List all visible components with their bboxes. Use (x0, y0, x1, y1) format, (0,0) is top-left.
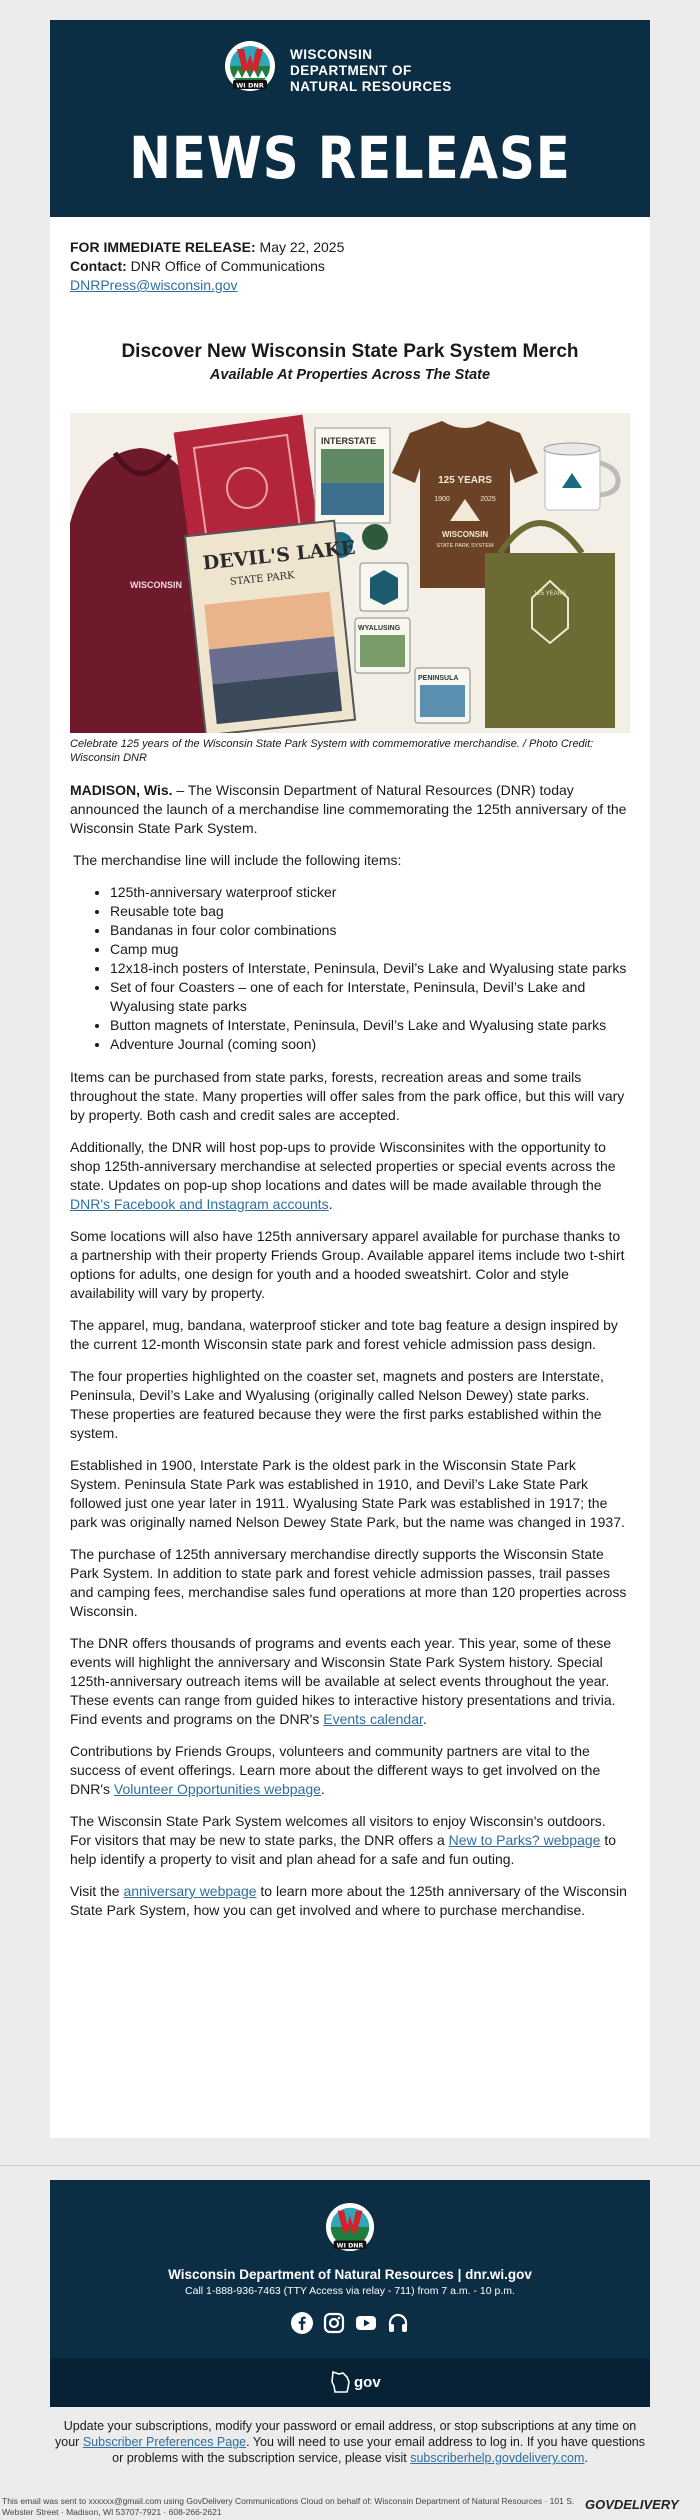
contact-label: Contact: (70, 258, 127, 274)
news-release-banner (50, 20, 650, 217)
tee-line-3: 2025 (480, 496, 496, 503)
intro-paragraph (70, 781, 630, 838)
gov-text: gov (354, 2374, 381, 2391)
new-to-parks-link[interactable]: New to Parks? webpage (448, 1832, 601, 1848)
subscription-text-1: Update your subscriptions, modify your password or email address, or stop subscriptions at any time on your (55, 2419, 637, 2449)
org-line-3: NATURAL RESOURCES (290, 79, 452, 94)
list-intro: The merchandise line will include the following items: (73, 852, 402, 868)
tee-line-5: STATE PARK SYSTEM (436, 543, 494, 549)
contact-line (70, 257, 630, 276)
logo-text: WI DNR (236, 81, 264, 90)
subscriber-help-link[interactable]: subscriberhelp.govdelivery.com (410, 2451, 585, 2465)
footer-logo-text: WI DNR (336, 2242, 364, 2250)
release-date: May 22, 2025 (259, 239, 345, 255)
list-item: • Bandanas in four color combinations (110, 921, 630, 940)
email-line (70, 276, 630, 295)
org-name (290, 47, 452, 95)
list-item: • Set of four Coasters – one of each for Interstate, Peninsula, Devil’s Lake and Wyalusing state parks (110, 978, 630, 1016)
paragraph-anniversary (70, 1882, 630, 1920)
anniversary-webpage-link[interactable]: anniversary webpage (123, 1883, 257, 1899)
anniversary-end: to learn more about the 125th anniversary of the Wisconsin State Park System, how you can get involved and where to purchase merchandise. (70, 1883, 627, 1918)
wi-dnr-logo-icon (224, 40, 276, 92)
footer-org: Wisconsin Department of Natural Resources | dnr.wi.gov (168, 2267, 532, 2282)
events-calendar-link[interactable]: Events calendar (323, 1711, 423, 1727)
merchandise-illustration (70, 413, 630, 733)
interstate-poster-text: INTERSTATE (321, 436, 377, 446)
subheadline: Available At Properties Across The State (209, 367, 491, 383)
paragraph-volunteers (70, 1742, 630, 1799)
footer-dnr-logo-icon (325, 2202, 375, 2252)
list-item: • 12x18-inch posters of Interstate, Peninsula, Devil’s Lake and Wyalusing state parks (110, 959, 630, 978)
org-line-1: WISCONSIN (290, 47, 373, 62)
popups-text: Additionally, the DNR will host pop-ups to provide Wisconsinites with the opportunity to shop 125th-anniversary merchandise at selected properties or special events across the state. Updates on pop-up shop locations and dates will be made available through the (70, 1139, 616, 1193)
tee-line-1: 125 YEARS (438, 475, 492, 486)
paragraph-properties: The four properties highlighted on the coaster set, magnets and posters are Interstate, Peninsula, Devil’s Lake and Wyalusing (originally called Nelson Dewey) state parks. These properties are featured because they were the first parks established within the system. (70, 1368, 604, 1441)
subscription-text-2: . You will need to use your email address to log in. If you have questions or problems with the subscription service, please visit (112, 2435, 645, 2465)
anniversary-text: Visit the (70, 1883, 124, 1899)
paragraph-support: The purchase of 125th anniversary merchandise directly supports the Wisconsin State Park System. In addition to state park and forest vehicle admission passes, trail passes and camping fees, merchandise sales fund operations at more than 120 properties across Wisconsin. (70, 1546, 627, 1619)
magnet-2 (362, 524, 388, 550)
subscriber-preferences-link[interactable]: Subscriber Preferences Page (82, 2435, 247, 2449)
podcast-headphones-icon[interactable] (387, 2312, 409, 2334)
wisconsin-gov-bar (50, 2358, 650, 2407)
release-label: FOR IMMEDIATE RELEASE: (70, 239, 256, 255)
tote-bag (485, 553, 615, 728)
new-visitors-end: to help identify a property to visit and plan ahead for a safe and fun outing. (70, 1832, 617, 1867)
paragraph-apparel: Some locations will also have 125th anniversary apparel available for purchase thanks to a partnership with their property Friends Group. Available apparel items include two t-shirt options for adults, one design for youth and a hooded sweatshirt. Color and style availability will vary by property. (70, 1228, 625, 1301)
press-email-link[interactable]: DNRPress@wisconsin.gov (70, 277, 238, 293)
list-item: • Reusable tote bag (110, 902, 630, 921)
paragraph-popups (70, 1138, 630, 1214)
photo-caption: Celebrate 125 years of the Wisconsin State Park System with commemorative merchandise. / Photo Credit: Wisconsin DNR (70, 738, 594, 764)
coaster-text: WYALUSING (358, 625, 401, 632)
govdelivery-logo: GOVDELIVERY (585, 2497, 679, 2512)
release-content (70, 238, 630, 1933)
coaster2-text: PENINSULA (418, 675, 459, 682)
dateline: MADISON, Wis. (70, 782, 173, 798)
section-divider (0, 2165, 700, 2166)
youtube-icon[interactable] (355, 2312, 377, 2334)
paragraph-events (70, 1634, 630, 1729)
fine-print: This email was sent to xxxxxx@gmail.com using GovDelivery Communications Cloud on behalf of: Wisconsin Department of Natural Resources · 101 S. Webster Street · Madison, WI 53707-7921 · 608-266-2621 (2, 2496, 575, 2517)
footer (50, 2180, 650, 2407)
merchandise-list (70, 883, 630, 1054)
list-item: • 125th-anniversary waterproof sticker (110, 883, 630, 902)
paragraph-purchase: Items can be purchased from state parks, forests, recreation areas and some trails throughout the state. Many properties will offer sales from the park office, but this will vary by property. Both cash and credit sales are accepted. (70, 1069, 625, 1123)
instagram-icon[interactable] (323, 2312, 345, 2334)
subscription-text-3: . (584, 2451, 588, 2465)
subscription-notice (50, 2418, 650, 2466)
poster-title: DEVIL'S LAKE (201, 536, 357, 575)
merchandise-photo (70, 413, 630, 733)
list-item: • Button magnets of Interstate, Peninsula, Devil’s Lake and Wyalusing state parks (110, 1016, 630, 1035)
paragraph-design: The apparel, mug, bandana, waterproof sticker and tote bag feature a design inspired by the current 12-month Wisconsin state park and forest vehicle admission pass design. (70, 1317, 618, 1352)
popups-end: . (328, 1196, 333, 1212)
list-item: • Adventure Journal (coming soon) (110, 1035, 630, 1054)
tee-line-2: 1900 (434, 496, 450, 503)
volunteers-text: Contributions by Friends Groups, volunteers and community partners are vital to the success of event offerings. Learn more about the different ways to get involved on the DNR's (70, 1743, 601, 1797)
facebook-icon[interactable] (291, 2312, 313, 2334)
intro-text: – The Wisconsin Department of Natural Resources (DNR) today announced the launch of a merchandise line commemorating the 125th anniversary of the Wisconsin State Park System. (70, 782, 627, 836)
social-links (50, 2312, 650, 2334)
contact-value: DNR Office of Communications (130, 258, 325, 274)
social-accounts-link[interactable]: DNR's Facebook and Instagram accounts (70, 1196, 329, 1212)
wisconsin-state-icon (330, 2370, 352, 2394)
release-date-line (70, 238, 630, 257)
volunteer-opportunities-link[interactable]: Volunteer Opportunities webpage (113, 1781, 321, 1797)
list-item: • Camp mug (110, 940, 630, 959)
events-text: The DNR offers thousands of programs and events each year. This year, some of these events will highlight the anniversary and Wisconsin State Park System history. Special 125th-anniversary outreach items will be available at select events throughout the year. These events can range from guided hikes to interactive history presentations and trivia. Find events and programs on the DNR's (70, 1635, 616, 1727)
org-line-2: DEPARTMENT OF (290, 63, 412, 78)
volunteers-end: . (320, 1781, 325, 1797)
tote-text: 125 YEARS (534, 591, 566, 597)
news-release-title: NEWS RELEASE (129, 124, 571, 192)
new-visitors-text: The Wisconsin State Park System welcomes all visitors to enjoy Wisconsin's outdoors. For visitors that may be new to state parks, the DNR offers a (70, 1813, 606, 1848)
paragraph-history: Established in 1900, Interstate Park is the oldest park in the Wisconsin State Park System. Peninsula State Park was established in 1910, and Devil’s Lake State Park followed just one year later in 1911. Wyalusing State Park was established in 1917; the park was originally named Nelson Dewey State Park, but the name was changed in 1937. (70, 1457, 625, 1530)
hoodie-text: WISCONSIN (130, 580, 183, 590)
tee-line-4: WISCONSIN (441, 530, 489, 539)
events-end: . (422, 1711, 427, 1727)
poster-subtitle: STATE PARK (229, 570, 296, 588)
paragraph-new-visitors (70, 1812, 630, 1869)
headline: Discover New Wisconsin State Park System Merch (121, 341, 579, 362)
footer-phone: Call 1-888-936-7463 (TTY Access via relay - 711) from 7 a.m. - 10 p.m. (185, 2285, 515, 2297)
